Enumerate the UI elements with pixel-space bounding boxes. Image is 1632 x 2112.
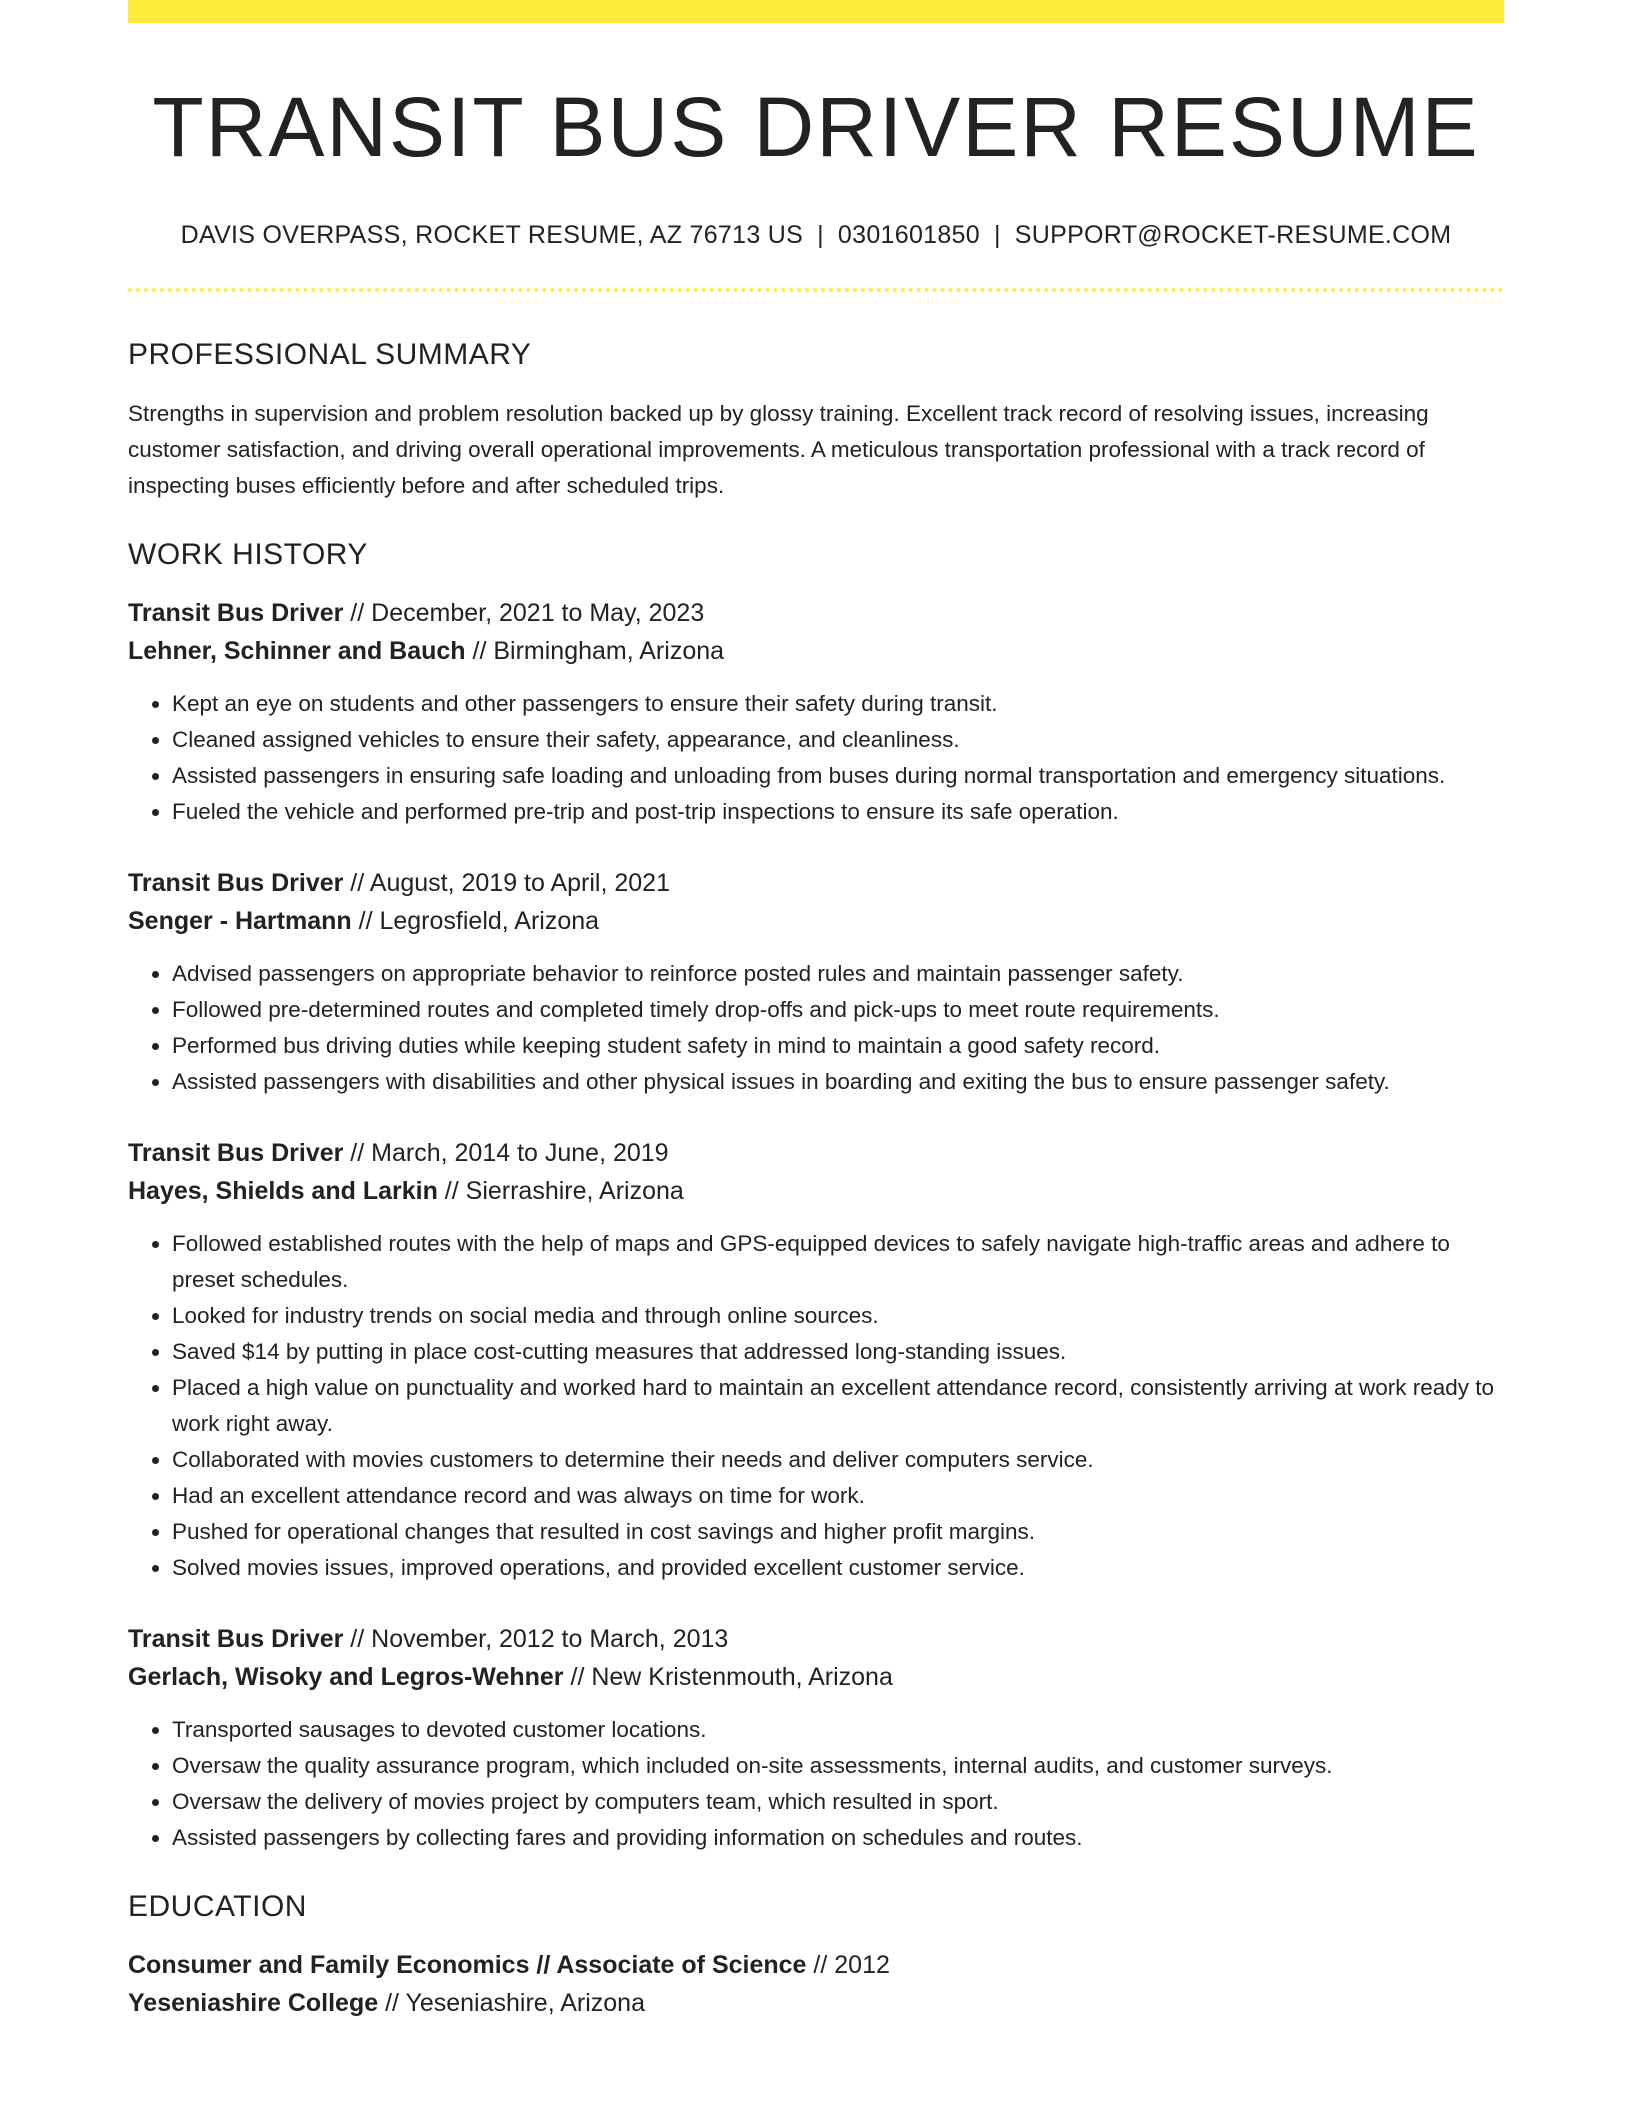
job-bullet: • Kept an eye on students and other passengers to ensure their safety during transit. [172, 686, 1504, 722]
job-entry [128, 864, 1504, 1100]
job-company-line [128, 1658, 1504, 1696]
field-separator: // [343, 1625, 372, 1654]
contact-separator: | [993, 221, 1001, 250]
job-title: Transit Bus Driver [128, 599, 344, 628]
field-separator: // [343, 869, 370, 898]
job-title-line [128, 1620, 1504, 1658]
job-dates: March, 2014 to June, 2019 [371, 1139, 669, 1168]
education-degree-line [128, 1946, 1504, 1984]
job-dates: August, 2019 to April, 2021 [369, 869, 670, 898]
dotted-divider [128, 288, 1504, 292]
job-bullet: • Transported sausages to devoted customer locations. [172, 1712, 1504, 1748]
job-dates: December, 2021 to May, 2023 [371, 599, 705, 628]
job-company-line [128, 1172, 1504, 1210]
job-bullet: • Looked for industry trends on social media and through online sources. [172, 1298, 1504, 1334]
job-title-line [128, 1134, 1504, 1172]
field-separator: // [806, 1951, 835, 1980]
job-entry [128, 594, 1504, 830]
job-bullet: • Followed established routes with the help of maps and GPS-equipped devices to safely navigate high-traffic areas and adhere to preset schedules. [172, 1226, 1504, 1298]
education-school-line [128, 1984, 1504, 2022]
field-separator: // [465, 637, 494, 666]
resume-page [128, 0, 1504, 2022]
job-bullet: • Performed bus driving duties while keeping student safety in mind to maintain a good safety record. [172, 1028, 1504, 1064]
job-title: Transit Bus Driver [128, 1139, 344, 1168]
summary-text: Strengths in supervision and problem resolution backed up by glossy training. Excellent track record of resolving issues, increasing customer satisfaction, and driving overall operational improvements. A meticulous transportation professional with a track record of inspecting buses efficiently before and after scheduled trips. [128, 401, 1429, 499]
job-company: Gerlach, Wisoky and Legros-Wehner [128, 1663, 564, 1692]
field-separator: // [563, 1663, 592, 1692]
job-bullet: • Collaborated with movies customers to determine their needs and deliver computers service. [172, 1442, 1504, 1478]
job-bullet: • Advised passengers on appropriate behavior to reinforce posted rules and maintain passenger safety. [172, 956, 1504, 992]
work-history-heading: WORK HISTORY [128, 538, 368, 572]
job-bullet: • Oversaw the quality assurance program, which included on-site assessments, internal audits, and customer surveys. [172, 1748, 1504, 1784]
job-company: Senger - Hartmann [128, 907, 352, 936]
job-location: New Kristenmouth, Arizona [591, 1663, 893, 1692]
contact-line [128, 221, 1504, 250]
job-bullets [128, 1712, 1504, 1856]
contact-address: DAVIS OVERPASS, ROCKET RESUME, AZ 76713 US [180, 221, 804, 250]
job-bullet: • Assisted passengers in ensuring safe loading and unloading from buses during normal transportation and emergency situations. [172, 758, 1504, 794]
job-bullet: • Followed pre-determined routes and completed timely drop-offs and pick-ups to meet route requirements. [172, 992, 1504, 1028]
field-separator: // [378, 1989, 406, 2018]
job-company: Lehner, Schinner and Bauch [128, 637, 466, 666]
job-bullet: • Fueled the vehicle and performed pre-trip and post-trip inspections to ensure its safe operation. [172, 794, 1504, 830]
job-title-line [128, 594, 1504, 632]
job-dates: November, 2012 to March, 2013 [371, 1625, 729, 1654]
contact-email: SUPPORT@ROCKET-RESUME.COM [1014, 221, 1452, 250]
job-location: Legrosfield, Arizona [379, 907, 600, 936]
summary-heading: PROFESSIONAL SUMMARY [128, 338, 532, 372]
education-year: 2012 [834, 1951, 890, 1980]
job-company-line [128, 902, 1504, 940]
job-company-line [128, 632, 1504, 670]
contact-phone: 0301601850 [837, 221, 980, 250]
education-school: Yeseniashire College [128, 1989, 379, 2018]
job-bullet: • Oversaw the delivery of movies project by computers team, which resulted in sport. [172, 1784, 1504, 1820]
accent-top-bar [128, 0, 1504, 23]
job-location: Birmingham, Arizona [493, 637, 725, 666]
job-entry [128, 1620, 1504, 1856]
contact-separator: | [817, 221, 824, 250]
field-separator: // [343, 599, 372, 628]
job-bullet: • Assisted passengers with disabilities and other physical issues in boarding and exiting the bus to ensure passenger safety. [172, 1064, 1504, 1100]
job-bullet: • Assisted passengers by collecting fares and providing information on schedules and routes. [172, 1820, 1504, 1856]
field-separator: // [351, 907, 380, 936]
job-bullet: • Solved movies issues, improved operations, and provided excellent customer service. [172, 1550, 1504, 1586]
job-bullet: • Cleaned assigned vehicles to ensure their safety, appearance, and cleanliness. [172, 722, 1504, 758]
job-company: Hayes, Shields and Larkin [128, 1177, 438, 1206]
job-bullets [128, 686, 1504, 830]
education-degree: Consumer and Family Economics // Associate of Science [128, 1951, 807, 1980]
job-bullet: • Saved $14 by putting in place cost-cutting measures that addressed long-standing issues. [172, 1334, 1504, 1370]
job-location: Sierrashire, Arizona [465, 1177, 684, 1206]
education-entry [128, 1946, 1504, 2022]
job-bullets [128, 956, 1504, 1100]
field-separator: // [437, 1177, 466, 1206]
education-heading: EDUCATION [128, 1890, 307, 1924]
job-title: Transit Bus Driver [128, 869, 344, 898]
education-location: Yeseniashire, Arizona [405, 1989, 645, 2018]
resume-title: TRANSIT BUS DRIVER RESUME [152, 80, 1480, 174]
field-separator: // [343, 1139, 372, 1168]
job-bullets [128, 1226, 1504, 1586]
job-bullet: • Had an excellent attendance record and was always on time for work. [172, 1478, 1504, 1514]
job-title-line [128, 864, 1504, 902]
job-bullet: • Placed a high value on punctuality and worked hard to maintain an excellent attendance record, consistently arriving at work ready to work right away. [172, 1370, 1504, 1442]
job-title: Transit Bus Driver [128, 1625, 344, 1654]
job-entry [128, 1134, 1504, 1586]
job-bullet: • Pushed for operational changes that resulted in cost savings and higher profit margins. [172, 1514, 1504, 1550]
